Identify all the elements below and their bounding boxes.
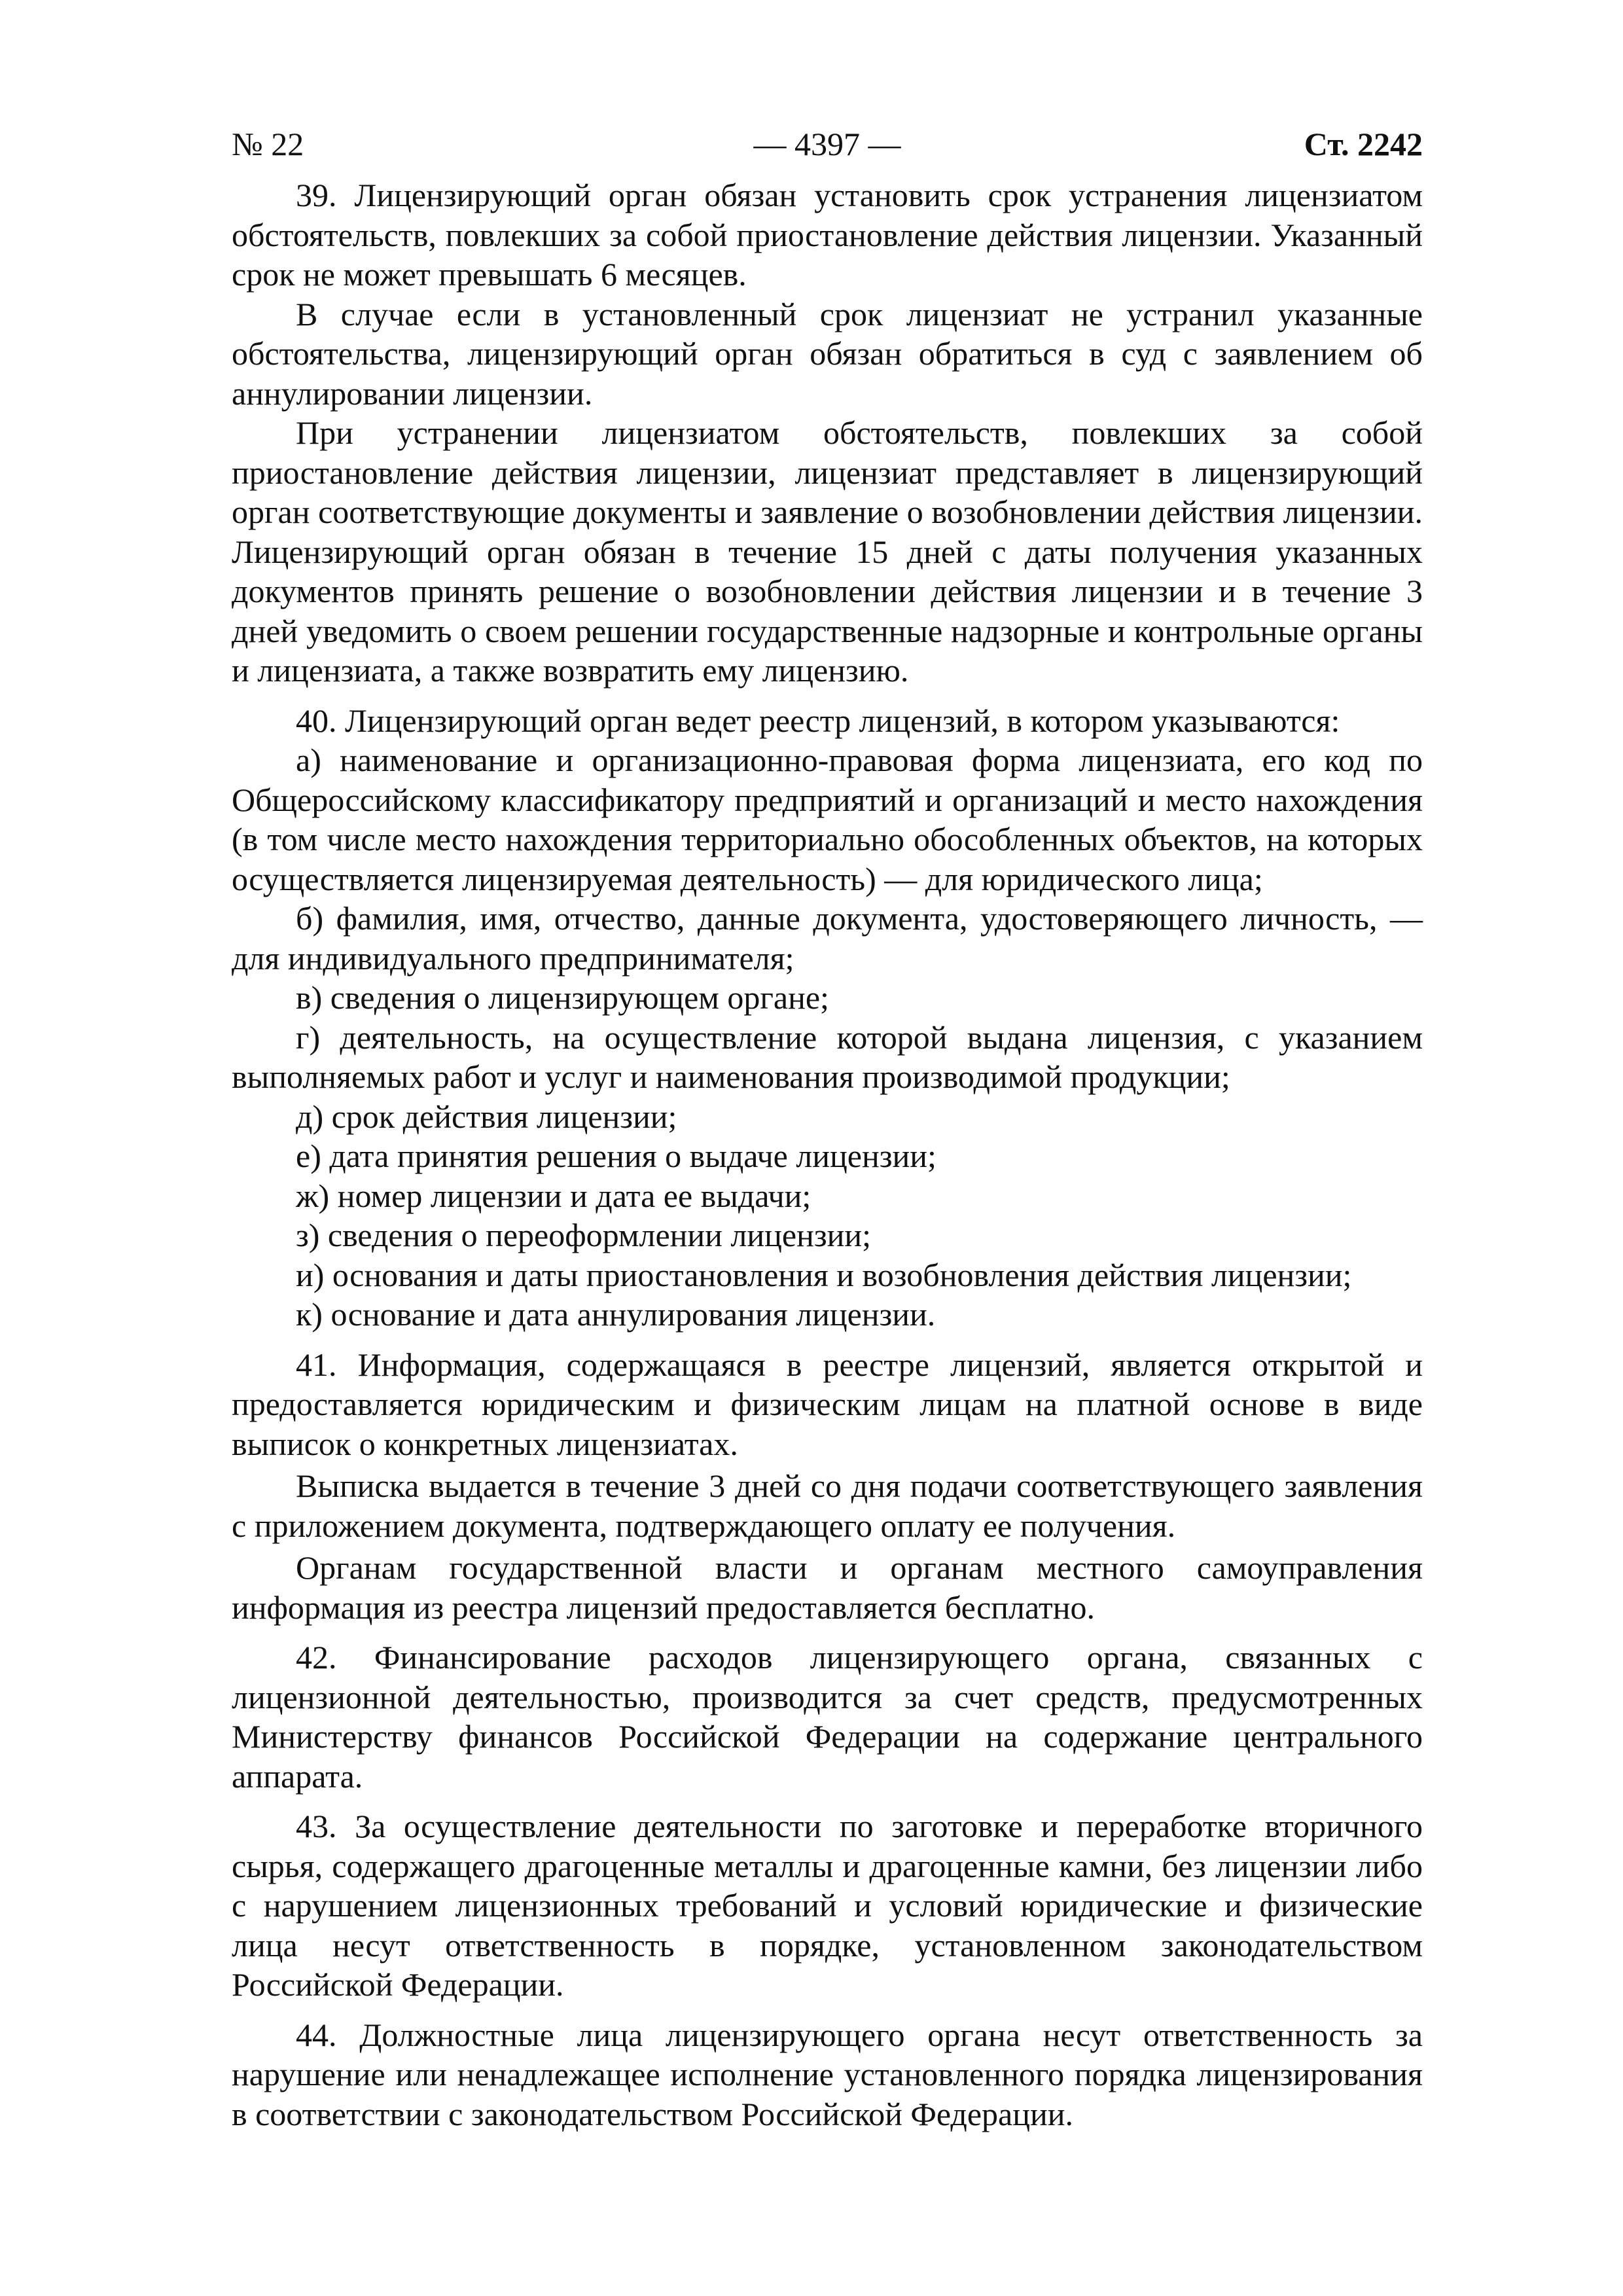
- paragraph-39: 39. Лицензирующий орган обязан установить срок устранения лицензиатом обстоятельств, повлекших за собой приостановление действия лицензии. Указанный срок не может превышать 6 месяцев.: [232, 177, 1423, 293]
- page-number: — 4397 —: [753, 126, 901, 162]
- paragraph: В случае если в установленный срок лицензиат не устранил указанные обстоятельства, лицензирующий орган обязан обратиться в суд с заявлением об аннулировании лицензии.: [232, 295, 1423, 412]
- issue-number: № 22: [232, 126, 304, 162]
- page-header: [232, 118, 1423, 170]
- list-item: з) сведения о переоформлении лицензии;: [296, 1217, 872, 1253]
- document-body: [232, 175, 1423, 2134]
- paragraph-44: 44. Должностные лица лицензирующего органа несут ответственность за нарушение или ненадлежащее исполнение установленного порядка лицензирования в соответствии с законодательством Российской Федерации.: [232, 2016, 1423, 2132]
- paragraph-42: 42. Финансирование расходов лицензирующего органа, связанных с лицензионной деятельностью, производится за счет средств, предусмотренных Министерству финансов Российской Федерации на содержание центрального аппарата.: [232, 1639, 1423, 1795]
- paragraph: Органам государственной власти и органам местного самоуправления информация из реестра лицензий предоставляется бесплатно.: [232, 1549, 1423, 1626]
- paragraph: Выписка выдается в течение 3 дней со дня подачи соответствующего заявления с приложением документа, подтверждающего оплату ее получения.: [232, 1467, 1423, 1544]
- list-item: и) основания и даты приостановления и возобновления действия лицензии;: [296, 1256, 1352, 1293]
- paragraph-43: 43. За осуществление деятельности по заготовке и переработке вторичного сырья, содержащего драгоценные металлы и драгоценные камни, без лицензии либо с нарушением лицензионных требований и условий юридические и физические лица несут ответственность в порядке, установленном законодательством Российской Федерации.: [232, 1808, 1423, 2003]
- paragraph-40: 40. Лицензирующий орган ведет реестр лицензий, в котором указываются:: [296, 702, 1340, 739]
- list-item: а) наименование и организационно-правовая форма лицензиата, его код по Общероссийскому классификатору предприятий и организаций и место нахождения (в том числе место нахождения территориально обособленных объектов, на которых осуществляется лицензируемая деятельность) — для юридического лица;: [232, 742, 1423, 897]
- list-item: г) деятельность, на осуществление которой выдана лицензия, с указанием выполняемых работ и услуг и наименования производимой продукции;: [232, 1018, 1423, 1095]
- article-number: Ст. 2242: [1304, 126, 1423, 162]
- list-item: б) фамилия, имя, отчество, данные документа, удостоверяющего личность, — для индивидуального предпринимателя;: [232, 900, 1423, 977]
- list-item: ж) номер лицензии и дата ее выдачи;: [296, 1177, 812, 1214]
- list-item: в) сведения о лицензирующем органе;: [296, 979, 829, 1016]
- list-item: е) дата принятия решения о выдаче лицензии;: [296, 1138, 936, 1174]
- list-item: к) основание и дата аннулирования лицензии.: [296, 1296, 936, 1333]
- document-page: [232, 118, 1423, 2245]
- paragraph: При устранении лицензиатом обстоятельств, повлекших за собой приостановление действия лицензии, лицензиат представляет в лицензирующий орган соответствующие документы и заявление о возобновлении действия лицензии. Лицензирующий орган обязан в течение 15 дней с даты получения указанных документов принять решение о возобновлении действия лицензии и в течение 3 дней уведомить о своем решении государственные надзорные и контрольные органы и лицензиата, а также возвратить ему лицензию.: [232, 414, 1423, 689]
- list-item: д) срок действия лицензии;: [296, 1098, 677, 1135]
- paragraph-41: 41. Информация, содержащаяся в реестре лицензий, является открытой и предоставляется юридическим и физическим лицам на платной основе в виде выписок о конкретных лицензиатах.: [232, 1346, 1423, 1462]
